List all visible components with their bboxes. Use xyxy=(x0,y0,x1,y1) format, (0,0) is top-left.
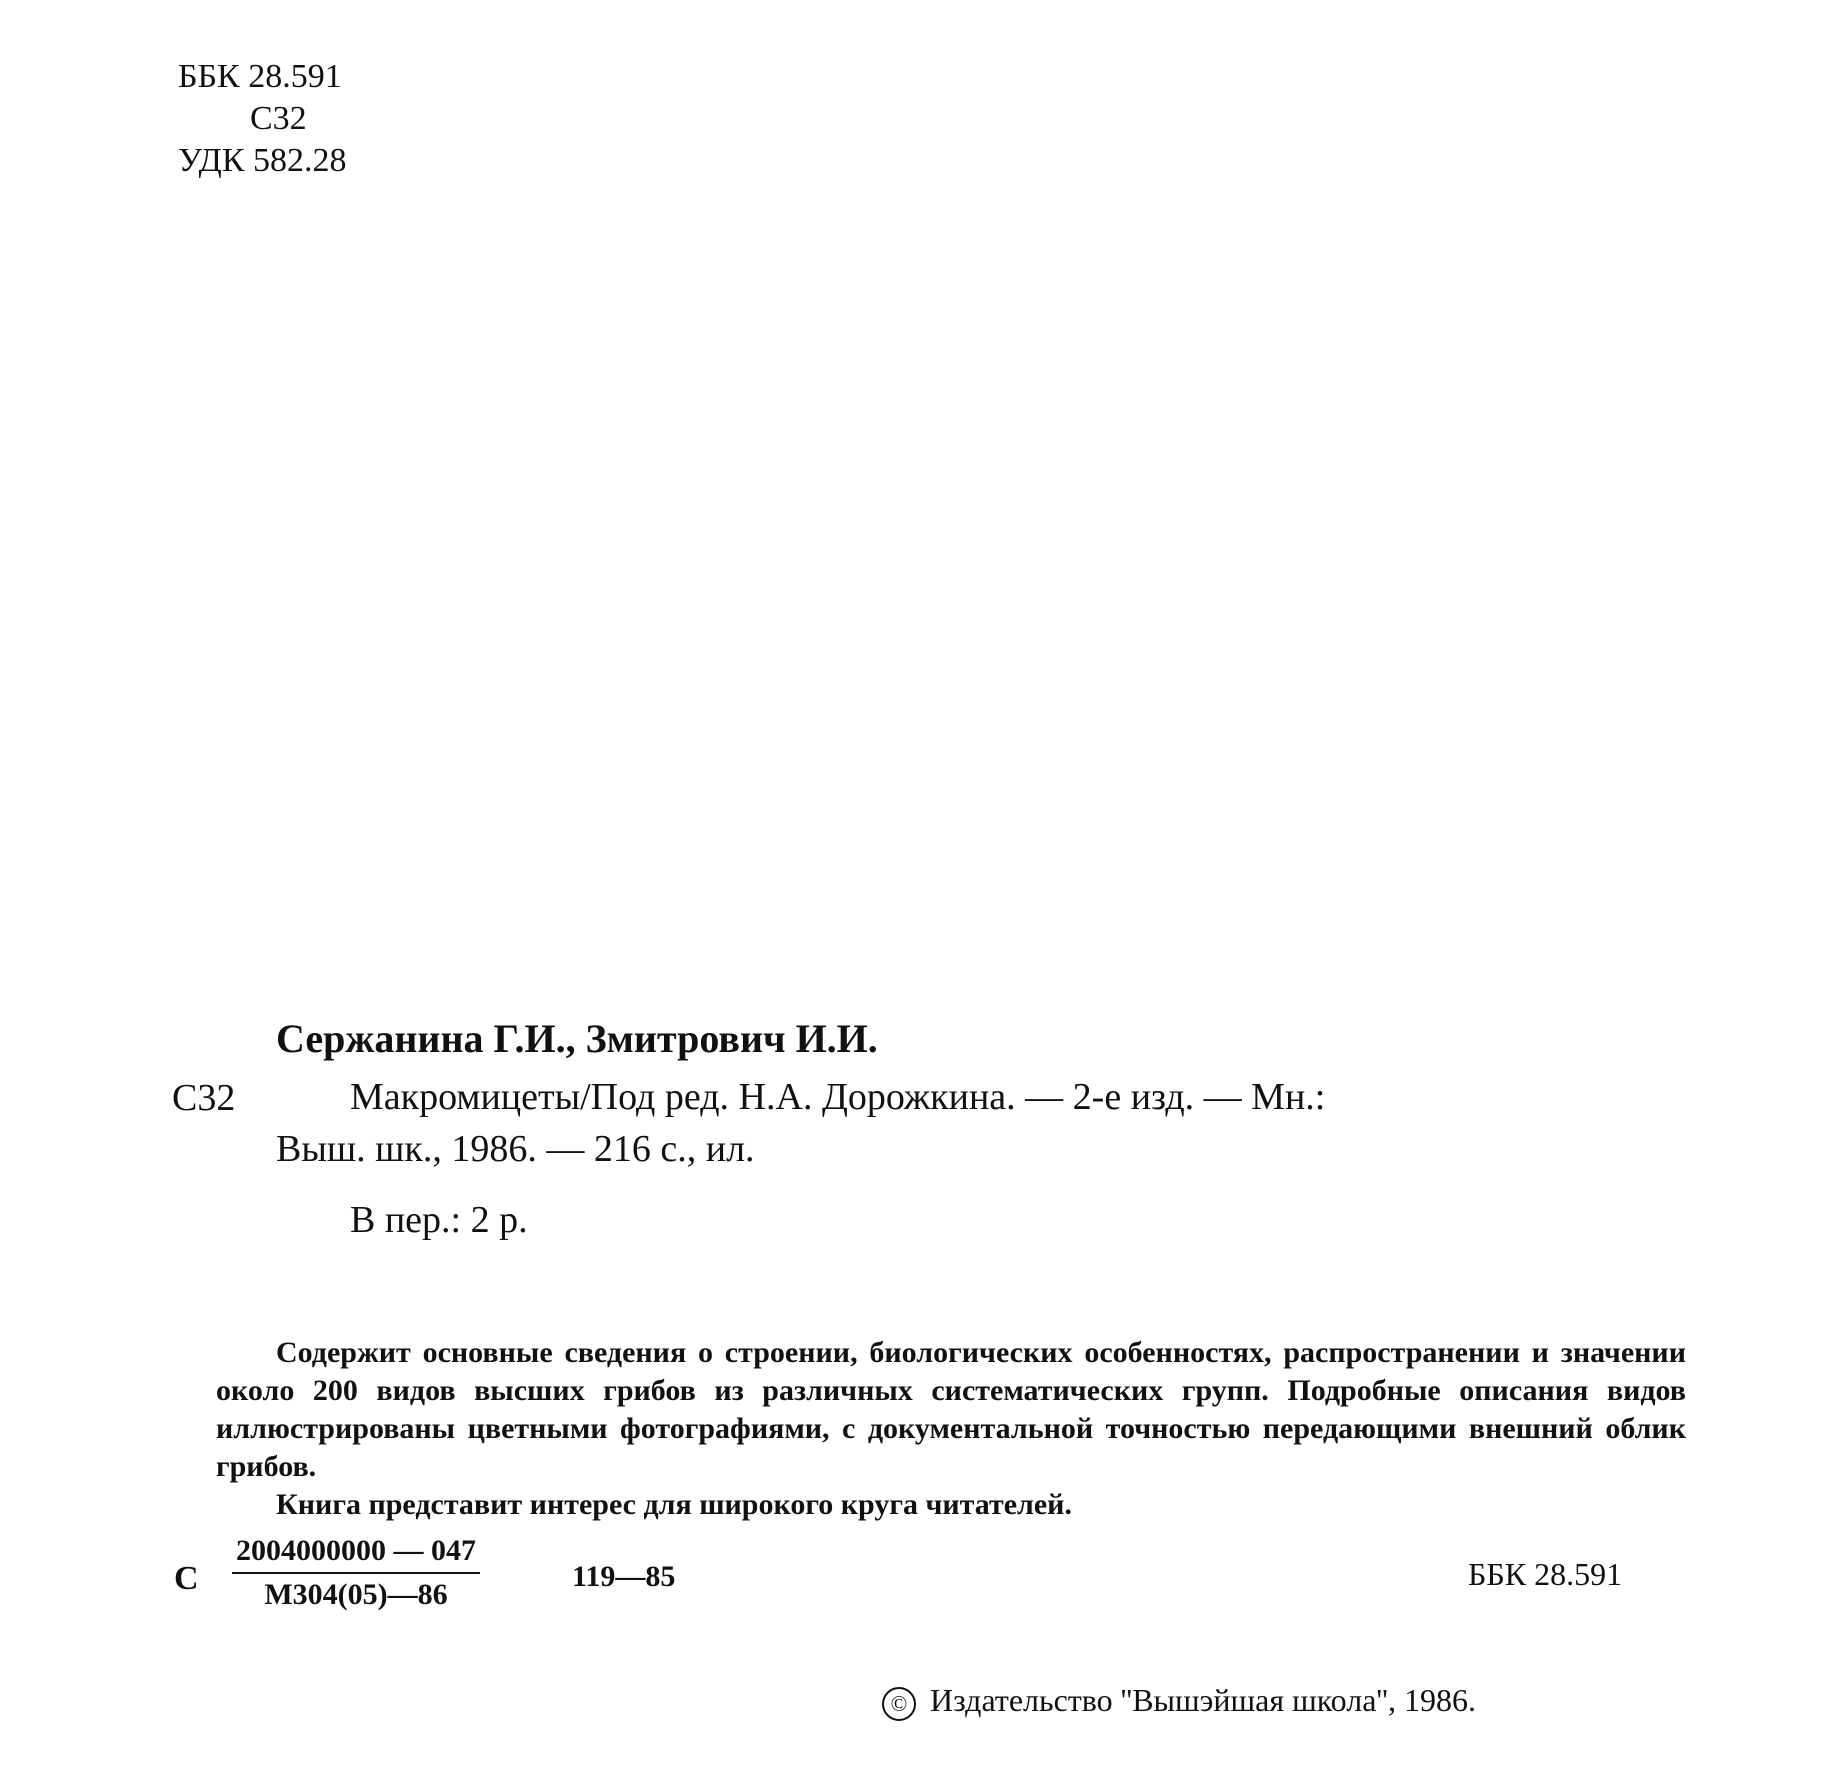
bbk-code-top: ББК 28.591 xyxy=(178,58,342,95)
code-fraction xyxy=(232,1534,480,1612)
copyright-text: Издательство ''Вышэйшая школа'', 1986. xyxy=(930,1682,1476,1718)
price-line: В пер.: 2 р. xyxy=(350,1199,528,1241)
fraction xyxy=(232,1534,480,1612)
author-sign-code: С32 xyxy=(250,100,307,137)
fraction-denominator: М304(05)—86 xyxy=(264,1578,448,1611)
udk-code: УДК 582.28 xyxy=(178,142,347,179)
annotation-paragraph: Книга представит интерес для широкого круга читателей. xyxy=(276,1488,1072,1521)
annotation xyxy=(216,1334,1686,1524)
copyright-icon: © xyxy=(882,1687,916,1721)
bbk-code-bottom: ББК 28.591 xyxy=(1468,1556,1623,1592)
catalog-code: С32 xyxy=(172,1077,236,1119)
copyright-line xyxy=(882,1682,1476,1721)
authors-heading: Сержанина Г.И., Змитрович И.И. xyxy=(276,1016,878,1061)
code-suffix: 119—85 xyxy=(572,1560,676,1593)
title-line: Макромицеты/Под ред. Н.А. Дорожкина. — 2-е изд. — Мн.: xyxy=(350,1076,1326,1118)
code-letter: С xyxy=(174,1560,199,1597)
annotation-paragraph: Содержит основные сведения о строении, биологических особенностях, распространении и значении около 200 видов высших грибов из различных систематических групп. Подробные описания видов иллюстрированы цветными фотографиями, с документальной точностью передающими внешний облик грибов. xyxy=(216,1336,1686,1483)
fraction-numerator: 2004000000 — 047 xyxy=(232,1534,480,1574)
publication-line: Выш. шк., 1986. — 216 с., ил. xyxy=(276,1128,755,1170)
